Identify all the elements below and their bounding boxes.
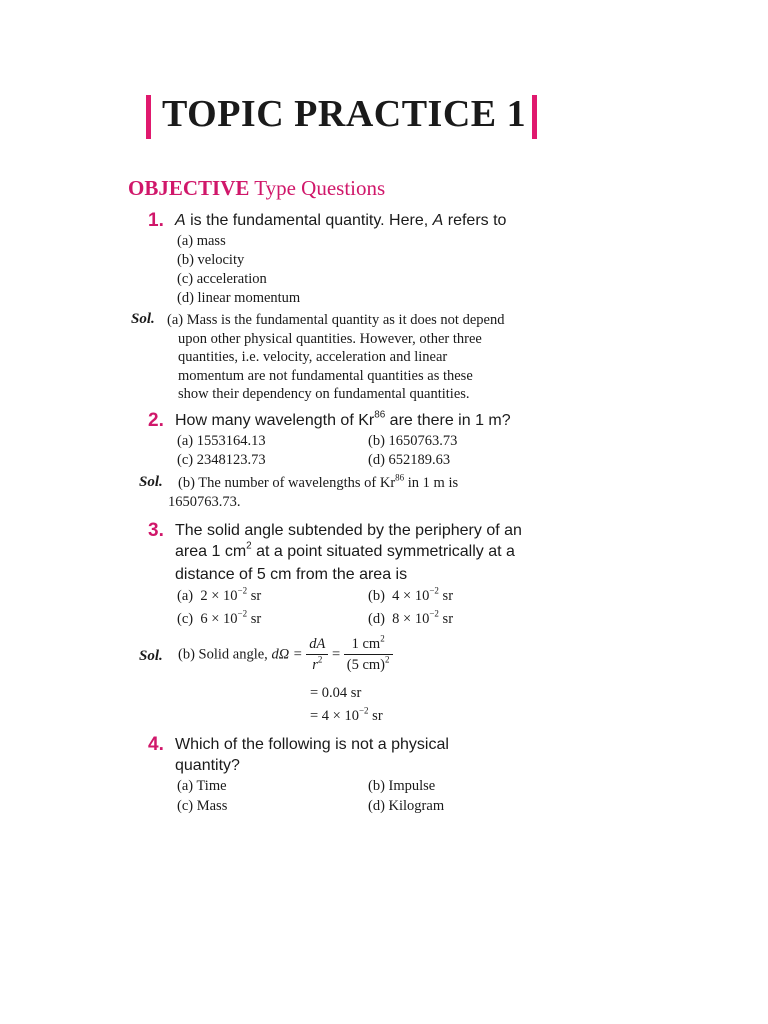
question-3-line-2: area 1 $cm^2$ at a point situated symmetrically at a [175,540,515,560]
question-2-text: How many wavelength of Kr$^{86}$ are there in 1 m? [175,409,511,429]
solution-line: momentum are not fundamental quantities as these [178,367,473,384]
question-2-solution-label: Sol. [139,474,163,490]
fraction-da-over-r2: $\frac{dA}{r^2}$ [306,634,328,675]
question-4-option-d: (d) Kilogram [368,798,445,814]
question-2-solution [168,472,459,511]
question-3-solution-step-1: = 0.04 sr [310,685,362,701]
question-3-option-c: (c) $6 \times 10^{-2}$ sr [177,608,262,627]
question-3-line-1: The solid angle subtended by the periphery of an [175,522,522,539]
question-1-option-c: (c) acceleration [177,271,267,287]
question-3-number: 3. [148,520,164,541]
question-1-option-a: (a) mass [177,233,226,249]
question-4-option-b: (b) Impulse [368,778,436,794]
question-2-option-a: (a) 1553164.13 [177,433,266,449]
question-4-line-2: quantity? [175,757,240,774]
question-1-option-d: (d) linear momentum [177,290,301,306]
page-title: TOPIC PRACTICE 1 [162,93,527,135]
question-1-option-b: (b) velocity [177,252,245,268]
solution-line: 1650763.73. [168,493,241,510]
solution-line: (b) The number of wavelengths of Kr$^{86}$ in 1 m is [178,472,459,491]
question-2-option-b: (b) 1650763.73 [368,433,458,449]
question-3-solution-equation: (b) Solid angle, dΩ = $\frac{dA}{r^2}$ = $\frac{1 cm^2}{(5 cm)^2}$ [178,634,393,675]
solution-line: (a) Mass is the fundamental quantity as it does not depend [167,312,505,328]
solution-line: show their dependency on fundamental quantities. [178,386,470,402]
section-heading [128,176,385,201]
question-3-line-3: distance of 5 cm from the area is [175,566,408,583]
question-3-option-a: (a) $2 \times 10^{-2}$ sr [177,585,262,604]
question-4-option-a: (a) Time [177,778,227,794]
question-2-number: 2. [148,410,164,431]
title-left-bar [146,95,151,139]
question-1-text: A is the fundamental quantity. Here, A refers to [175,212,507,229]
question-4-option-c: (c) Mass [177,798,228,814]
question-3-option-b: (b) $4 \times 10^{-2}$ sr [368,585,454,604]
fraction-area-over-distance: $\frac{1 cm^2}{(5 cm)^2}$ [344,634,393,675]
solution-line: upon other physical quantities. However, other three [178,330,482,347]
question-1-solution-label: Sol. [131,311,155,327]
title-right-bar [532,95,537,139]
question-1-number: 1. [148,210,164,231]
question-3-solution-step-2: = $4 \times 10^{-2}$ sr [310,705,383,724]
question-4-line-1: Which of the following is not a physical [175,736,449,753]
question-4-number: 4. [148,734,164,755]
section-heading-bold: OBJECTIVE [128,176,250,200]
question-3-option-d: (d) $8 \times 10^{-2}$ sr [368,608,454,627]
question-3-solution-label: Sol. [139,648,163,664]
question-1-solution [167,311,504,404]
question-2-option-d: (d) 652189.63 [368,452,451,468]
question-2-option-c: (c) 2348123.73 [177,452,266,468]
section-heading-rest: Type Questions [249,176,386,200]
solution-line: quantities, i.e. velocity, acceleration and linear [178,349,448,365]
